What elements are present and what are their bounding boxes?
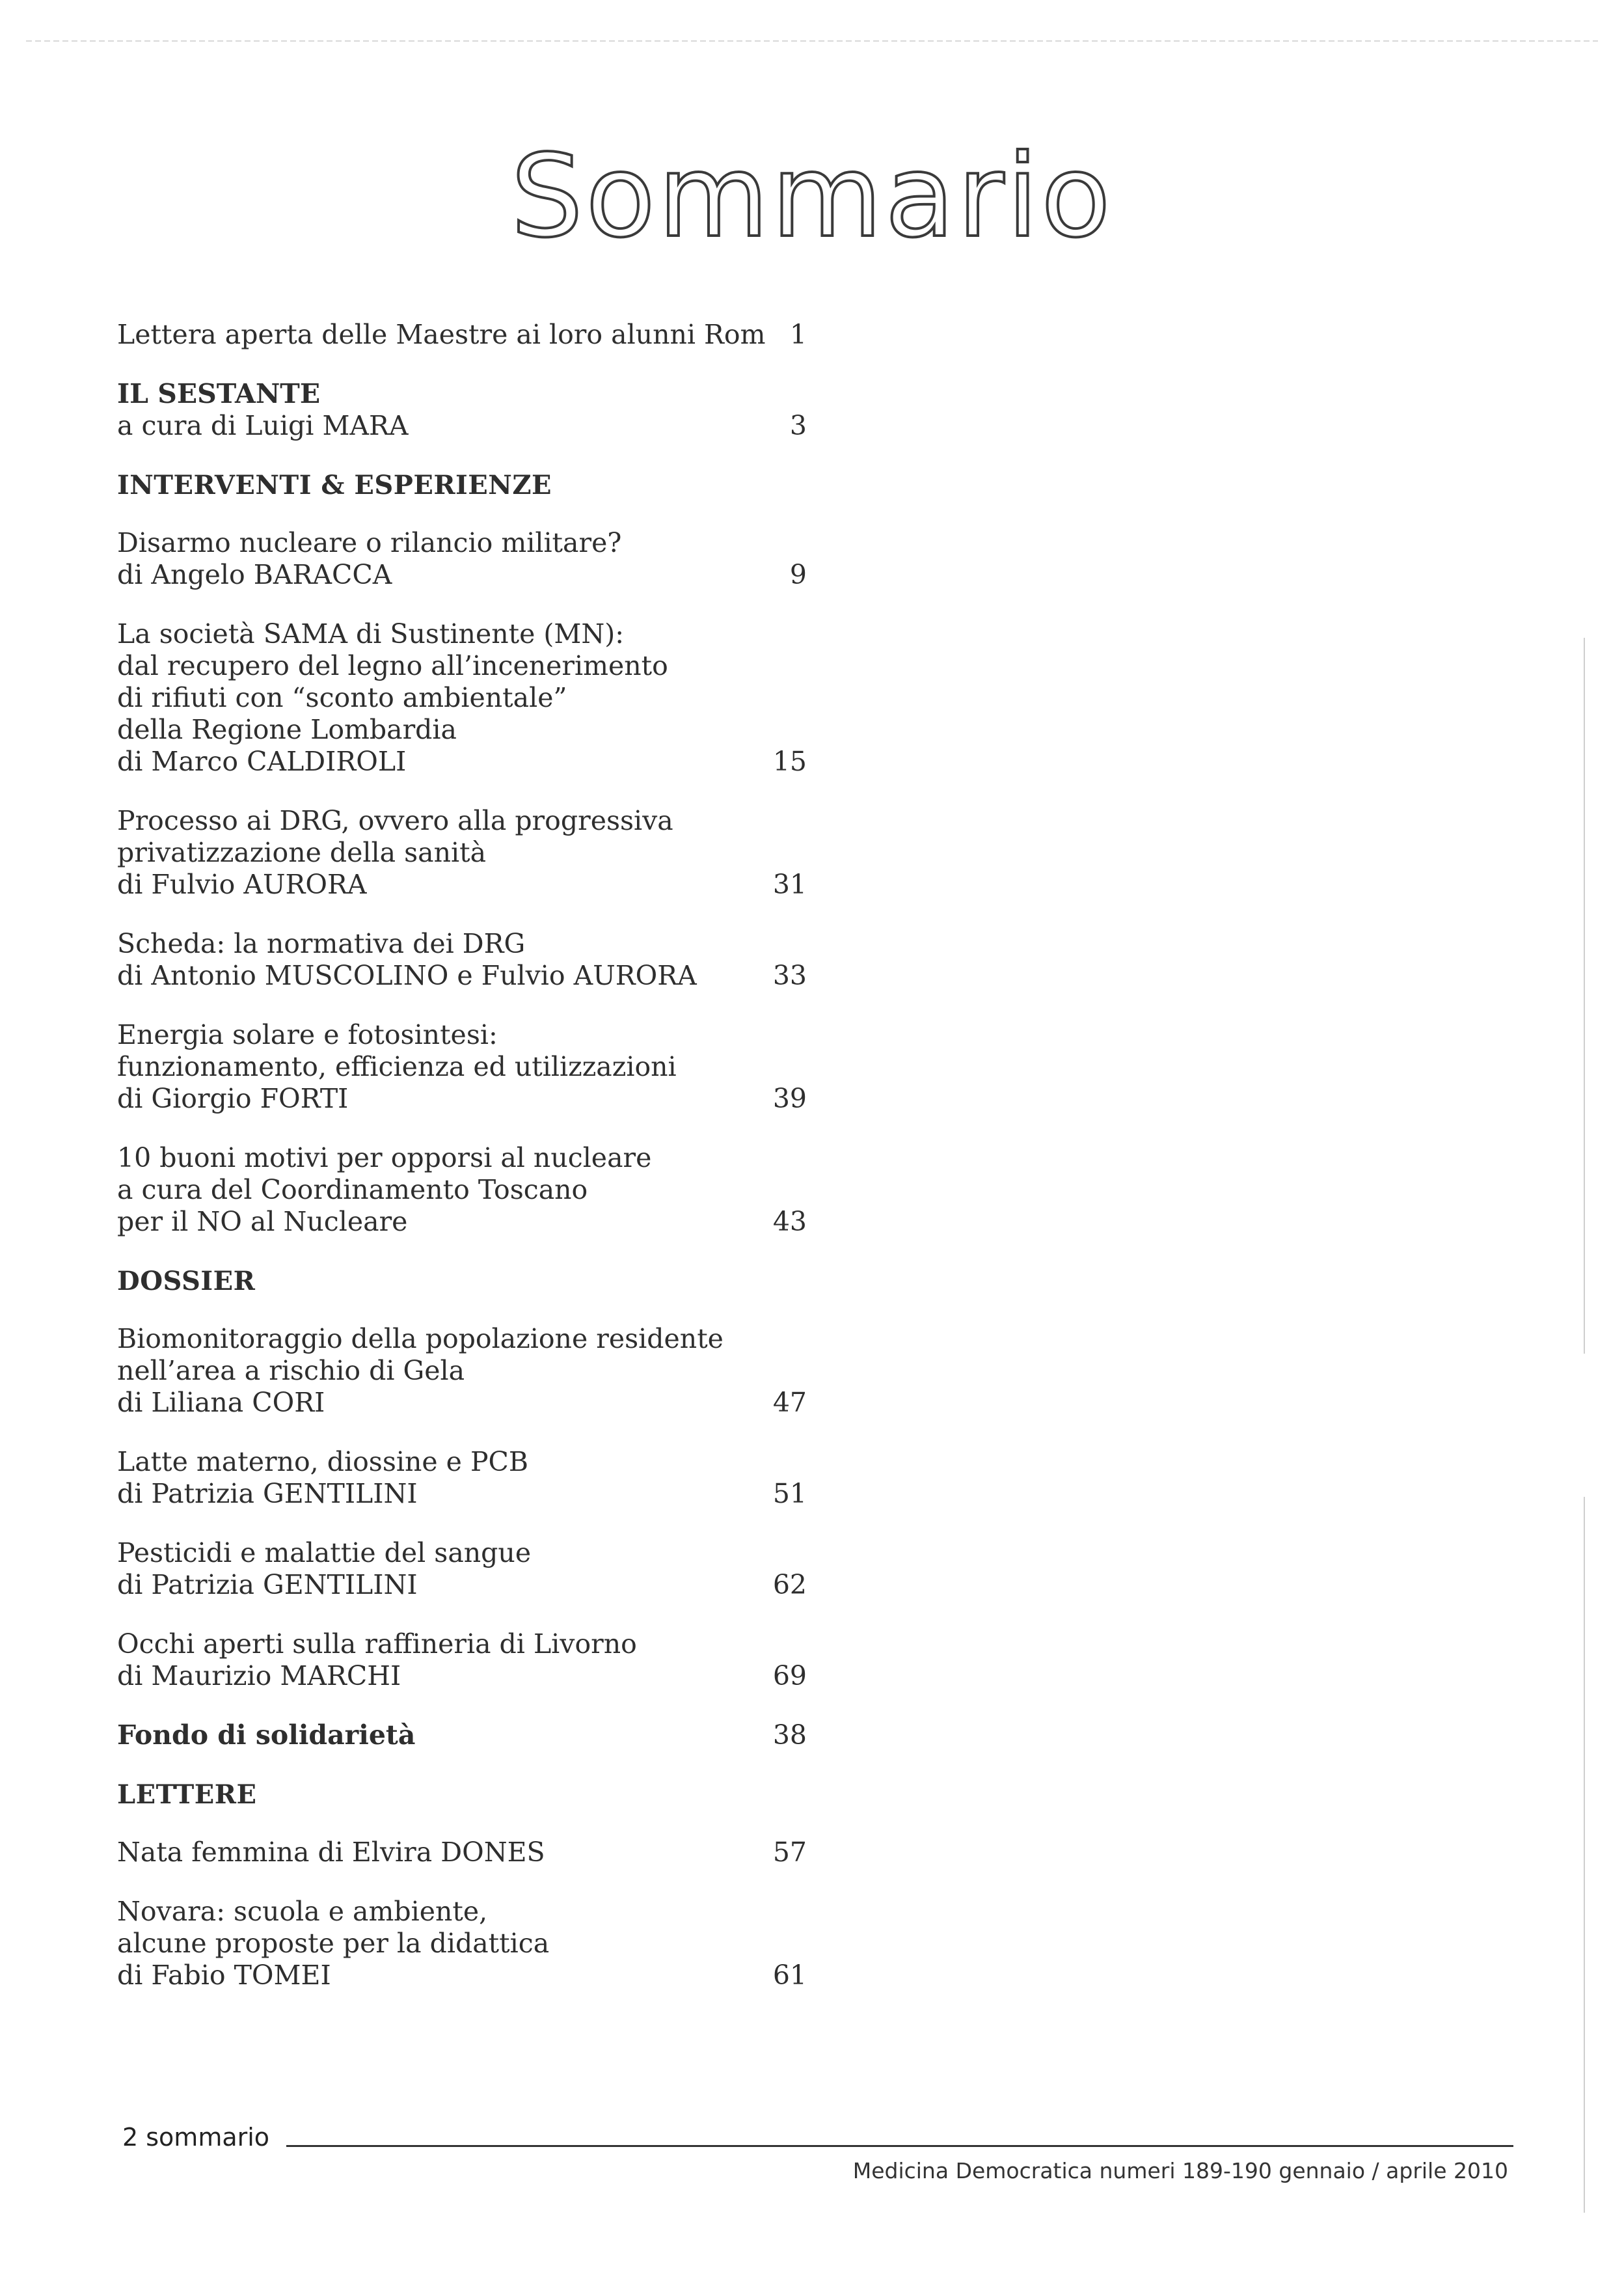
toc-entry-line: Scheda: la normativa dei DRG <box>117 928 526 959</box>
toc-entry-text <box>117 1837 703 1868</box>
toc-entry-text <box>117 1719 703 1751</box>
toc-entry-page-number: 43 <box>772 1206 807 1237</box>
toc-entry-line: di Giorgio FORTI <box>117 1083 349 1114</box>
toc-entry-line: La società SAMA di Sustinente (MN): <box>117 618 625 649</box>
toc-entry-line: a cura di Luigi MARA <box>117 410 409 441</box>
toc-entry-page-number: 69 <box>772 1660 807 1691</box>
toc-entry-line: di Liliana CORI <box>117 1387 325 1418</box>
toc-entry-line: Pesticidi e malattie del sangue <box>117 1537 532 1568</box>
toc-entry-line: Processo ai DRG, ovvero alla progressiva <box>117 805 673 836</box>
toc-interventi-group <box>117 527 807 1238</box>
toc-entry-line: funzionamento, efficienza ed utilizzazioni <box>117 1051 677 1082</box>
toc-entry-line: privatizzazione della sanità <box>117 837 487 868</box>
toc-intro-group <box>117 319 807 442</box>
section-heading-dossier: DOSSIER <box>117 1266 256 1296</box>
toc-entry <box>117 527 807 591</box>
toc-entry-line: di Angelo BARACCA <box>117 559 392 590</box>
scan-artifact-line <box>26 40 1598 42</box>
toc-entry <box>117 1837 807 1868</box>
table-of-contents <box>117 319 807 2019</box>
toc-entry-text <box>117 1446 703 1510</box>
toc-entry-text <box>117 1628 703 1692</box>
toc-entry-text <box>117 618 703 778</box>
section-heading-interventi: INTERVENTI & ESPERIENZE <box>117 470 552 500</box>
toc-entry-line: 10 buoni motivi per opporsi al nucleare <box>117 1142 652 1173</box>
toc-entry-line: di Fulvio AURORA <box>117 869 367 900</box>
toc-entry-text <box>117 1537 703 1601</box>
toc-entry-page-number: 9 <box>789 559 807 590</box>
toc-entry-line: dal recupero del legno all’incenerimento <box>117 650 668 681</box>
toc-entry-line: di Fabio TOMEI <box>117 1960 331 1991</box>
toc-entry-text <box>117 1019 703 1115</box>
toc-entry-page-number: 47 <box>772 1387 807 1418</box>
toc-entry-line: Energia solare e fotosintesi: <box>117 1019 498 1050</box>
toc-entry-line: Fondo di solidarietà <box>117 1719 416 1751</box>
toc-entry <box>117 928 807 992</box>
toc-entry-page-number: 38 <box>772 1719 807 1751</box>
toc-entry-line: di Marco CALDIROLI <box>117 746 407 777</box>
toc-entry <box>117 618 807 778</box>
toc-entry-line: Lettera aperta delle Maestre ai loro alunni Rom <box>117 319 766 350</box>
toc-entry <box>117 1142 807 1238</box>
toc-entry-line: alcune proposte per la didattica <box>117 1928 550 1959</box>
footer-page-label: 2 sommario <box>122 2123 270 2152</box>
footer-publication: Medicina Democratica numeri 189-190 gennaio / aprile 2010 <box>852 2158 1508 2183</box>
toc-entry <box>117 1896 807 1991</box>
toc-entry-line: per il NO al Nucleare <box>117 1206 408 1237</box>
toc-entry-text <box>117 527 703 591</box>
toc-entry-page-number: 33 <box>772 960 807 991</box>
toc-entry-text <box>117 319 766 351</box>
toc-entry-line: a cura del Coordinamento Toscano <box>117 1174 588 1205</box>
toc-entry-line: di rifiuti con “sconto ambientale” <box>117 682 567 713</box>
toc-entry <box>117 378 807 442</box>
toc-entry-page-number: 57 <box>772 1837 807 1868</box>
toc-entry-page-number: 62 <box>772 1569 807 1600</box>
toc-entry-line: di Patrizia GENTILINI <box>117 1478 418 1509</box>
toc-entry-page-number: 39 <box>772 1083 807 1114</box>
toc-entry-line: Disarmo nucleare o rilancio militare? <box>117 527 622 558</box>
toc-dossier-group <box>117 1323 807 1692</box>
toc-entry <box>117 1019 807 1115</box>
toc-entry-line: Novara: scuola e ambiente, <box>117 1896 488 1927</box>
scan-edge-mark <box>1584 1497 1585 2213</box>
scan-edge-mark <box>1584 638 1585 1354</box>
toc-entry-page-number: 51 <box>772 1478 807 1509</box>
toc-entry-page-number: 61 <box>772 1960 807 1991</box>
toc-entry <box>117 319 807 351</box>
toc-entry-page-number: 15 <box>772 746 807 777</box>
toc-entry-line: Nata femmina di Elvira DONES <box>117 1837 545 1868</box>
footer-rule <box>286 2145 1513 2147</box>
toc-entry-line: Latte materno, diossine e PCB <box>117 1446 529 1477</box>
toc-entry-line: Occhi aperti sulla raffineria di Livorno <box>117 1628 637 1660</box>
page-title: Sommario <box>511 131 1113 263</box>
toc-entry-text <box>117 378 703 442</box>
toc-fondo-group <box>117 1719 807 1751</box>
toc-entry <box>117 1719 807 1751</box>
toc-entry-line: di Antonio MUSCOLINO e Fulvio AURORA <box>117 960 697 991</box>
toc-entry-line: IL SESTANTE <box>117 378 321 409</box>
section-heading-lettere: LETTERE <box>117 1779 257 1810</box>
toc-entry <box>117 1628 807 1692</box>
toc-entry-line: di Patrizia GENTILINI <box>117 1569 418 1600</box>
toc-entry-page-number: 1 <box>789 319 807 350</box>
toc-entry <box>117 1323 807 1419</box>
toc-lettere-group <box>117 1837 807 1991</box>
toc-entry-line: di Maurizio MARCHI <box>117 1660 401 1691</box>
toc-entry <box>117 1446 807 1510</box>
toc-entry-line: Biomonitoraggio della popolazione residente <box>117 1323 724 1354</box>
toc-entry <box>117 1537 807 1601</box>
toc-entry-text <box>117 1896 703 1991</box>
toc-entry-line: nell’area a rischio di Gela <box>117 1355 465 1386</box>
toc-entry-text <box>117 805 703 901</box>
toc-entry <box>117 805 807 901</box>
toc-entry-text <box>117 1323 724 1419</box>
toc-entry-page-number: 3 <box>789 410 807 441</box>
toc-entry-page-number: 31 <box>772 869 807 900</box>
toc-entry-line: della Regione Lombardia <box>117 714 457 745</box>
toc-entry-text <box>117 928 703 992</box>
toc-entry-text <box>117 1142 703 1238</box>
